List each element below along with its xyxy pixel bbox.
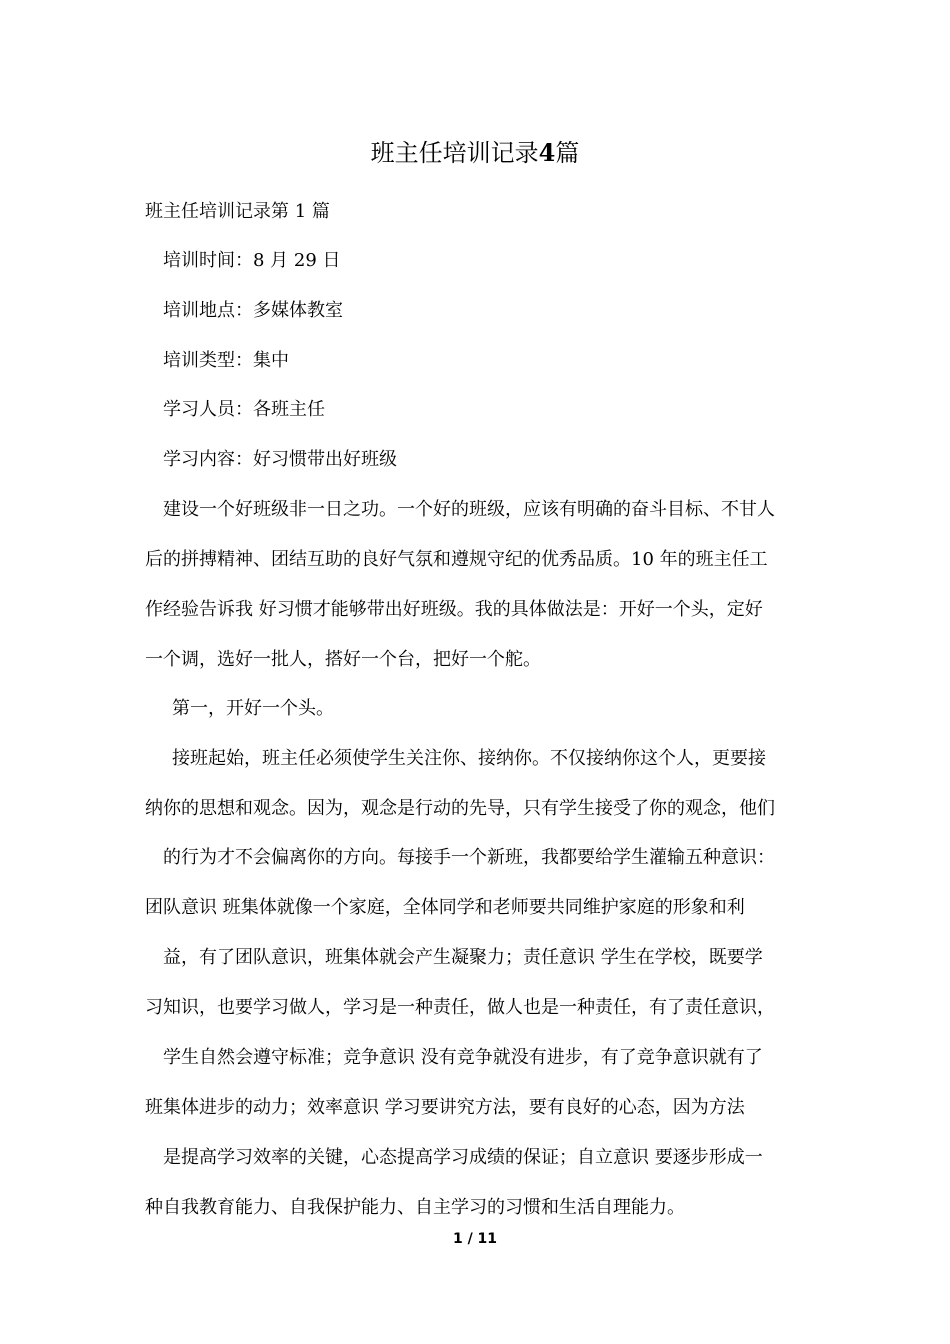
paragraph-line: 接班起始，班主任必须使学生关注你、接纳你。不仅接纳你这个人，更要接 bbox=[172, 748, 766, 769]
paragraph-line: 作经验告诉我 好习惯才能够带出好班级。我的具体做法是：开好一个头，定好 bbox=[145, 599, 763, 620]
title-suffix: 篇 bbox=[555, 139, 580, 167]
paragraph-line: 纳你的思想和观念。因为，观念是行动的先导，只有学生接受了你的观念，他们 bbox=[145, 798, 775, 819]
title-number: 4 bbox=[538, 138, 556, 167]
paragraph-line: 团队意识 班集体就像一个家庭，全体同学和老师要共同维护家庭的形象和利 bbox=[145, 897, 745, 918]
paragraph-line: 是提高学习效率的关键，心态提高学习成绩的保证；自立意识 要逐步形成一 bbox=[163, 1147, 763, 1168]
title-prefix: 班主任培训记录 bbox=[370, 139, 539, 167]
section-heading: 班主任培训记录第 1 篇 bbox=[145, 201, 330, 222]
paragraph-line: 学生自然会遵守标准；竞争意识 没有竞争就没有进步，有了竞争意识就有了 bbox=[163, 1047, 763, 1068]
point-heading: 第一，开好一个头。 bbox=[172, 698, 334, 719]
info-content: 学习内容：好习惯带出好班级 bbox=[163, 449, 397, 470]
paragraph-line: 班集体进步的动力；效率意识 学习要讲究方法，要有良好的心态，因为方法 bbox=[145, 1097, 745, 1118]
info-training-time: 培训时间：8 月 29 日 bbox=[163, 250, 341, 271]
info-participants: 学习人员：各班主任 bbox=[163, 399, 325, 420]
info-training-location: 培训地点：多媒体教室 bbox=[163, 300, 343, 321]
info-training-type: 培训类型：集中 bbox=[163, 350, 289, 371]
paragraph-line: 益，有了团队意识，班集体就会产生凝聚力；责任意识 学生在学校，既要学 bbox=[163, 947, 763, 968]
paragraph-line: 习知识，也要学习做人，学习是一种责任，做人也是一种责任，有了责任意识， bbox=[145, 997, 775, 1018]
page-number: 1 / 11 bbox=[452, 1231, 498, 1247]
document-title bbox=[0, 133, 950, 173]
paragraph-line: 后的拼搏精神、团结互助的良好气氛和遵规守纪的优秀品质。10 年的班主任工 bbox=[145, 549, 768, 570]
paragraph-line: 一个调，选好一批人，搭好一个台，把好一个舵。 bbox=[145, 649, 541, 670]
paragraph-line: 的行为才不会偏离你的方向。每接手一个新班，我都要给学生灌输五种意识： bbox=[163, 847, 775, 868]
paragraph-line: 建设一个好班级非一日之功。一个好的班级，应该有明确的奋斗目标、不甘人 bbox=[163, 499, 775, 520]
paragraph-line: 种自我教育能力、自我保护能力、自主学习的习惯和生活自理能力。 bbox=[145, 1197, 685, 1218]
